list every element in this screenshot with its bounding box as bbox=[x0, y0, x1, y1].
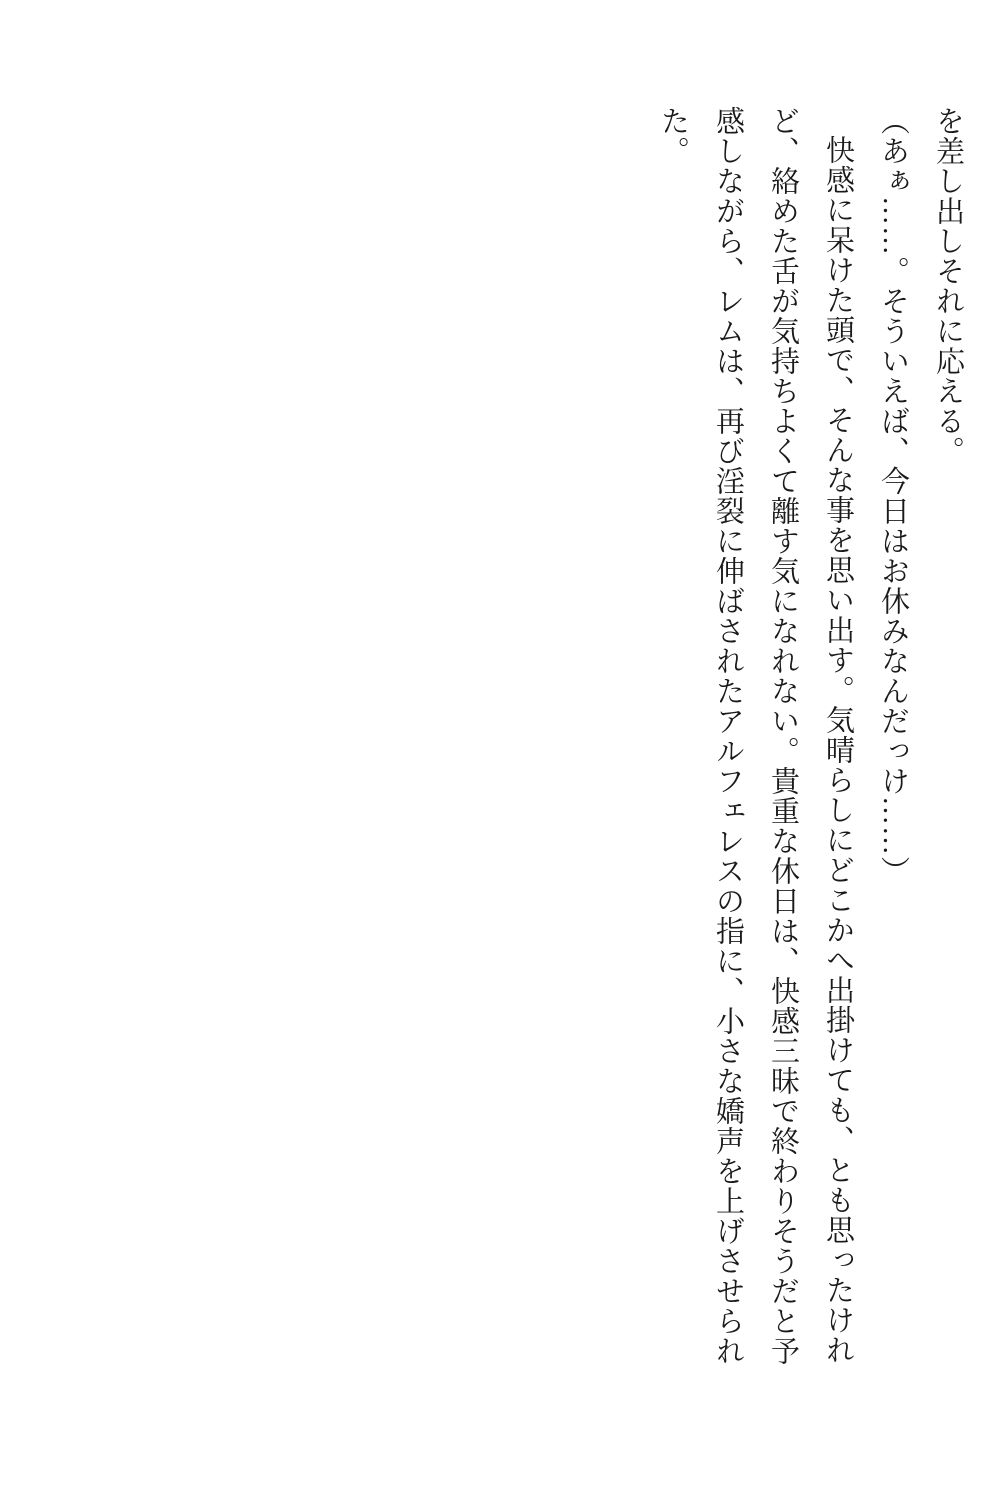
vertical-text-block bbox=[645, 106, 975, 1386]
paragraph-2-parenthetical-thought: （あぁ……。そういえば、今日はお休みなんだっけ……） bbox=[877, 106, 909, 886]
paragraph-1: を差し出しそれに応える。 bbox=[932, 106, 964, 466]
paragraph-3: 快感に呆けた頭で、そんな事を思い出す。気晴らしにどこかへ出掛けても、とも思ったけれど、絡めた舌が気持ちよくて離す気になれない。貴重な休日は、快感三昧で終わりそうだと予感しながら、レムは、再び淫裂に伸ばされたアルフェレスの指に、小さな嬌声を上げさせられた。 bbox=[657, 106, 854, 1366]
